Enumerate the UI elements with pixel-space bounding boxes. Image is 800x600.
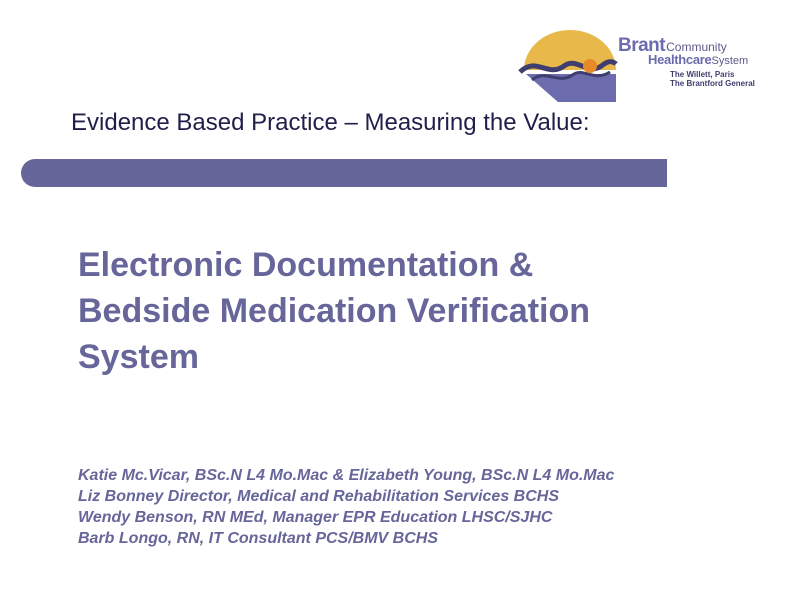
slide-subtitle	[78, 242, 718, 380]
author-line: Katie Mc.Vicar, BSc.N L4 Mo.Mac & Elizabeth Young, BSc.N L4 Mo.Mac	[78, 467, 615, 484]
subtitle-line: Electronic Documentation &	[78, 246, 534, 284]
title-divider-bar	[21, 159, 667, 187]
subtitle-line: Bedside Medication Verification	[78, 292, 591, 330]
brant-community-healthcare-logo	[518, 22, 780, 104]
authors-list	[78, 465, 614, 549]
author-line: Barb Longo, RN, IT Consultant PCS/BMV BCHS	[78, 530, 438, 547]
subtitle-line: System	[78, 338, 199, 376]
logo-brand: Brant	[618, 35, 666, 56]
logo-line-brantford: The Brantford General	[670, 79, 755, 88]
logo-system: System	[711, 55, 749, 67]
logo-line-willett: The Willett, Paris	[670, 70, 735, 79]
author-line: Wendy Benson, RN MEd, Manager EPR Education LHSC/SJHC	[78, 509, 553, 526]
author-line: Liz Bonney Director, Medical and Rehabilitation Services BCHS	[78, 488, 560, 505]
slide-title: Evidence Based Practice – Measuring the Value:	[71, 109, 590, 136]
logo-community: Community	[666, 40, 727, 54]
logo-healthcare: Healthcare	[648, 52, 712, 67]
logo-text	[618, 36, 755, 88]
